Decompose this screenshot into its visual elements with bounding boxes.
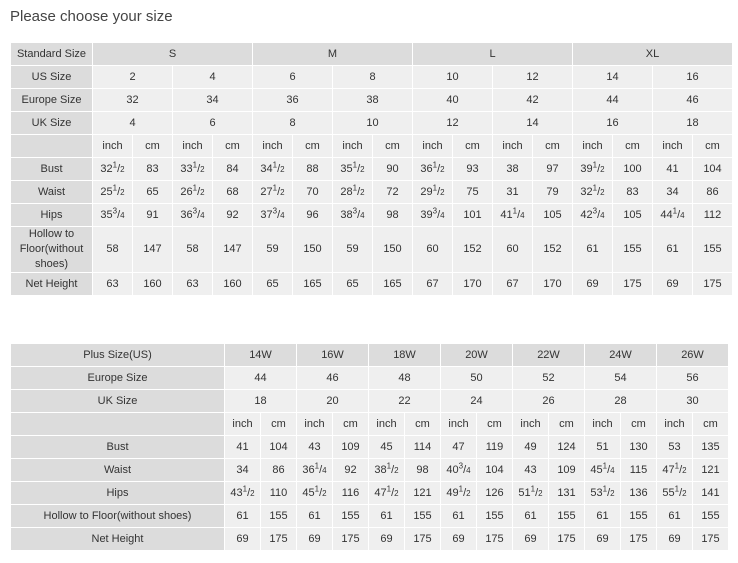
size-group-14w: 14W — [225, 344, 297, 367]
table-cell: $47^1/2$ — [657, 459, 693, 482]
table-cell: 63 — [173, 273, 213, 296]
table-cell: 43 — [297, 436, 333, 459]
table-row — [11, 89, 733, 112]
row-label: Waist — [11, 459, 225, 482]
unit-cell: inch — [369, 413, 405, 436]
table-cell: 30 — [657, 390, 729, 413]
unit-cell: inch — [585, 413, 621, 436]
row-label — [11, 413, 225, 436]
table-cell: 147 — [213, 227, 253, 273]
unit-cell: cm — [693, 135, 733, 158]
table-cell: 175 — [621, 528, 657, 551]
row-label: Bust — [11, 436, 225, 459]
table-cell: 67 — [493, 273, 533, 296]
table-cell: 52 — [513, 367, 585, 390]
unit-cell: cm — [261, 413, 297, 436]
table-cell: 115 — [621, 459, 657, 482]
table-row — [11, 158, 733, 181]
table-cell: 8 — [253, 112, 333, 135]
table-cell: 101 — [453, 204, 493, 227]
size-group-22w: 22W — [513, 344, 585, 367]
unit-cell: inch — [657, 413, 693, 436]
table-row — [11, 227, 733, 273]
table-cell: 20 — [297, 390, 369, 413]
table-cell: 51 — [585, 436, 621, 459]
table-cell: $38^3/4$ — [333, 204, 373, 227]
table-cell: 155 — [621, 505, 657, 528]
table-cell: 65 — [253, 273, 293, 296]
table-cell: 58 — [173, 227, 213, 273]
table-cell: 155 — [333, 505, 369, 528]
unit-cell: cm — [477, 413, 513, 436]
table-row — [11, 273, 733, 296]
table-cell: 121 — [693, 459, 729, 482]
table-cell: 18 — [225, 390, 297, 413]
table-cell: $45^1/2$ — [297, 482, 333, 505]
table-cell: 4 — [173, 66, 253, 89]
table-cell: 44 — [225, 367, 297, 390]
unit-row — [11, 413, 729, 436]
table-cell: 155 — [261, 505, 297, 528]
table-cell: 109 — [333, 436, 369, 459]
table-cell: 4 — [93, 112, 173, 135]
unit-cell: inch — [173, 135, 213, 158]
unit-cell: cm — [133, 135, 173, 158]
table-cell: 14 — [573, 66, 653, 89]
table-cell: $32^1/2$ — [573, 181, 613, 204]
table-cell: 61 — [369, 505, 405, 528]
table-row — [11, 459, 729, 482]
table-cell: 69 — [297, 528, 333, 551]
table-cell: 124 — [549, 436, 585, 459]
size-group-m: M — [253, 43, 413, 66]
table-row — [11, 66, 733, 89]
row-label: UK Size — [11, 390, 225, 413]
table-cell: 88 — [293, 158, 333, 181]
table-header-row — [11, 43, 733, 66]
table-cell: $49^1/2$ — [441, 482, 477, 505]
size-group-24w: 24W — [585, 344, 657, 367]
table-cell: $51^1/2$ — [513, 482, 549, 505]
table-cell: 42 — [493, 89, 573, 112]
table-cell: 100 — [613, 158, 653, 181]
table-cell: 69 — [369, 528, 405, 551]
row-label: Hips — [11, 482, 225, 505]
table-cell: $41^1/4$ — [493, 204, 533, 227]
table-cell: $42^3/4$ — [573, 204, 613, 227]
table-cell: 69 — [585, 528, 621, 551]
table-cell: 75 — [453, 181, 493, 204]
unit-cell: cm — [613, 135, 653, 158]
table-cell: 70 — [293, 181, 333, 204]
unit-cell: cm — [405, 413, 441, 436]
unit-cell: cm — [533, 135, 573, 158]
size-group-20w: 20W — [441, 344, 513, 367]
unit-cell: inch — [493, 135, 533, 158]
table-cell: 69 — [441, 528, 477, 551]
table-cell: 170 — [453, 273, 493, 296]
size-group-s: S — [93, 43, 253, 66]
table-cell: 175 — [549, 528, 585, 551]
table-cell: 104 — [693, 158, 733, 181]
table-cell: 56 — [657, 367, 729, 390]
table-cell: 24 — [441, 390, 513, 413]
unit-cell: inch — [93, 135, 133, 158]
table-cell: 59 — [333, 227, 373, 273]
table-cell: $53^1/2$ — [585, 482, 621, 505]
table-cell: 152 — [533, 227, 573, 273]
table-row — [11, 367, 729, 390]
table-cell: 58 — [93, 227, 133, 273]
size-group-26w: 26W — [657, 344, 729, 367]
table-cell: 109 — [549, 459, 585, 482]
size-group-18w: 18W — [369, 344, 441, 367]
table-cell: 119 — [477, 436, 513, 459]
table-cell: 60 — [413, 227, 453, 273]
table-cell: 16 — [653, 66, 733, 89]
table-cell: 34 — [173, 89, 253, 112]
table-cell: 175 — [477, 528, 513, 551]
plus-size-label: Plus Size(US) — [11, 344, 225, 367]
table-cell: 6 — [173, 112, 253, 135]
table-cell: 34 — [225, 459, 261, 482]
table-cell: 61 — [657, 505, 693, 528]
table-cell: 61 — [585, 505, 621, 528]
table-cell: 18 — [653, 112, 733, 135]
table-cell: 72 — [373, 181, 413, 204]
table-cell: $36^1/2$ — [413, 158, 453, 181]
table-cell: 16 — [573, 112, 653, 135]
table-cell: 59 — [253, 227, 293, 273]
table-cell: 22 — [369, 390, 441, 413]
table-cell: $28^1/2$ — [333, 181, 373, 204]
table-cell: 45 — [369, 436, 405, 459]
table-cell: 12 — [493, 66, 573, 89]
row-label — [11, 135, 93, 158]
table-cell: 65 — [333, 273, 373, 296]
table-cell: $33^1/2$ — [173, 158, 213, 181]
table-cell: 47 — [441, 436, 477, 459]
table-row — [11, 528, 729, 551]
unit-cell: inch — [653, 135, 693, 158]
table-header-row — [11, 344, 729, 367]
table-cell: 38 — [493, 158, 533, 181]
table-row — [11, 112, 733, 135]
table-cell: 60 — [493, 227, 533, 273]
table-cell: $36^1/4$ — [297, 459, 333, 482]
table-cell: 105 — [533, 204, 573, 227]
table-cell: 48 — [369, 367, 441, 390]
table-cell: $29^1/2$ — [413, 181, 453, 204]
table-cell: 50 — [441, 367, 513, 390]
table-cell: 98 — [373, 204, 413, 227]
standard-size-table-container — [10, 42, 733, 296]
table-cell: 110 — [261, 482, 297, 505]
unit-cell: inch — [253, 135, 293, 158]
table-cell: 155 — [693, 505, 729, 528]
table-cell: $55^1/2$ — [657, 482, 693, 505]
table-cell: 10 — [333, 112, 413, 135]
table-cell: 31 — [493, 181, 533, 204]
table-cell: 96 — [293, 204, 333, 227]
unit-cell: cm — [373, 135, 413, 158]
table-cell: 121 — [405, 482, 441, 505]
table-cell: 32 — [93, 89, 173, 112]
table-cell: 69 — [657, 528, 693, 551]
table-cell: 46 — [297, 367, 369, 390]
table-cell: 104 — [477, 459, 513, 482]
table-cell: 175 — [693, 528, 729, 551]
table-cell: 160 — [133, 273, 173, 296]
table-cell: 61 — [297, 505, 333, 528]
table-cell: 150 — [293, 227, 333, 273]
unit-cell: inch — [513, 413, 549, 436]
unit-cell: cm — [621, 413, 657, 436]
table-cell: 53 — [657, 436, 693, 459]
table-cell: 175 — [333, 528, 369, 551]
table-cell: 130 — [621, 436, 657, 459]
table-cell: 165 — [293, 273, 333, 296]
table-cell: 41 — [225, 436, 261, 459]
table-cell: 28 — [585, 390, 657, 413]
table-cell: 175 — [613, 273, 653, 296]
size-group-l: L — [413, 43, 573, 66]
table-cell: 155 — [405, 505, 441, 528]
unit-cell: cm — [293, 135, 333, 158]
table-cell: 112 — [693, 204, 733, 227]
unit-cell: inch — [441, 413, 477, 436]
row-label: US Size — [11, 66, 93, 89]
table-cell: 104 — [261, 436, 297, 459]
table-cell: 116 — [333, 482, 369, 505]
row-label: UK Size — [11, 112, 93, 135]
table-cell: 83 — [133, 158, 173, 181]
table-cell: 61 — [573, 227, 613, 273]
table-cell: 135 — [693, 436, 729, 459]
table-cell: 86 — [261, 459, 297, 482]
row-label: Net Height — [11, 528, 225, 551]
table-cell: 92 — [333, 459, 369, 482]
table-cell: 41 — [653, 158, 693, 181]
table-cell: 98 — [405, 459, 441, 482]
table-row — [11, 181, 733, 204]
row-label: Europe Size — [11, 89, 93, 112]
table-cell: 175 — [261, 528, 297, 551]
plus-size-table — [10, 343, 729, 551]
table-cell: $40^3/4$ — [441, 459, 477, 482]
table-cell: 43 — [513, 459, 549, 482]
table-cell: 90 — [373, 158, 413, 181]
row-label: Hollow to Floor(without shoes) — [11, 505, 225, 528]
row-label: Net Height — [11, 273, 93, 296]
table-cell: 92 — [213, 204, 253, 227]
table-cell: $25^1/2$ — [93, 181, 133, 204]
table-cell: $34^1/2$ — [253, 158, 293, 181]
table-cell: 68 — [213, 181, 253, 204]
standard-size-label: Standard Size — [11, 43, 93, 66]
table-cell: 170 — [533, 273, 573, 296]
table-cell: 91 — [133, 204, 173, 227]
size-group-16w: 16W — [297, 344, 369, 367]
unit-cell: cm — [549, 413, 585, 436]
table-cell: 38 — [333, 89, 413, 112]
row-label: Waist — [11, 181, 93, 204]
table-cell: 63 — [93, 273, 133, 296]
page-title: Please choose your size — [10, 8, 173, 25]
table-cell: 79 — [533, 181, 573, 204]
table-cell: 155 — [693, 227, 733, 273]
table-cell: $26^1/2$ — [173, 181, 213, 204]
table-cell: 6 — [253, 66, 333, 89]
table-cell: 136 — [621, 482, 657, 505]
unit-cell: inch — [297, 413, 333, 436]
unit-cell: inch — [573, 135, 613, 158]
size-group-xl: XL — [573, 43, 733, 66]
table-cell: 141 — [693, 482, 729, 505]
row-label: Hollow to Floor(without shoes) — [11, 227, 93, 273]
table-cell: 10 — [413, 66, 493, 89]
unit-cell: inch — [333, 135, 373, 158]
table-cell: 147 — [133, 227, 173, 273]
table-cell: 175 — [405, 528, 441, 551]
table-cell: 84 — [213, 158, 253, 181]
table-cell: 126 — [477, 482, 513, 505]
table-cell: 61 — [653, 227, 693, 273]
table-cell: $35^1/2$ — [333, 158, 373, 181]
table-cell: 49 — [513, 436, 549, 459]
table-cell: 14 — [493, 112, 573, 135]
table-cell: $39^3/4$ — [413, 204, 453, 227]
table-row — [11, 204, 733, 227]
table-row — [11, 482, 729, 505]
row-label: Bust — [11, 158, 93, 181]
table-cell: 97 — [533, 158, 573, 181]
table-cell: 105 — [613, 204, 653, 227]
unit-cell: inch — [413, 135, 453, 158]
table-cell: 155 — [477, 505, 513, 528]
table-cell: $44^1/4$ — [653, 204, 693, 227]
table-cell: 160 — [213, 273, 253, 296]
table-cell: 61 — [513, 505, 549, 528]
table-cell: 61 — [441, 505, 477, 528]
table-cell: $45^1/4$ — [585, 459, 621, 482]
table-cell: $27^1/2$ — [253, 181, 293, 204]
table-cell: $36^3/4$ — [173, 204, 213, 227]
table-cell: 65 — [133, 181, 173, 204]
table-cell: 44 — [573, 89, 653, 112]
table-cell: 83 — [613, 181, 653, 204]
table-row — [11, 390, 729, 413]
table-cell: $35^3/4$ — [93, 204, 133, 227]
unit-cell: cm — [693, 413, 729, 436]
standard-size-table — [10, 42, 733, 296]
unit-cell: cm — [333, 413, 369, 436]
table-row — [11, 436, 729, 459]
table-cell: 155 — [613, 227, 653, 273]
table-cell: 114 — [405, 436, 441, 459]
unit-row — [11, 135, 733, 158]
table-cell: 54 — [585, 367, 657, 390]
table-cell: 61 — [225, 505, 261, 528]
table-cell: 165 — [373, 273, 413, 296]
table-cell: 175 — [693, 273, 733, 296]
table-cell: 69 — [573, 273, 613, 296]
unit-cell: inch — [225, 413, 261, 436]
table-cell: 155 — [549, 505, 585, 528]
table-cell: $32^1/2$ — [93, 158, 133, 181]
table-cell: 86 — [693, 181, 733, 204]
table-cell: 2 — [93, 66, 173, 89]
row-label: Hips — [11, 204, 93, 227]
table-cell: 69 — [513, 528, 549, 551]
row-label: Europe Size — [11, 367, 225, 390]
table-cell: 12 — [413, 112, 493, 135]
unit-cell: cm — [213, 135, 253, 158]
table-cell: 46 — [653, 89, 733, 112]
table-cell: $47^1/2$ — [369, 482, 405, 505]
table-cell: 67 — [413, 273, 453, 296]
table-cell: 69 — [653, 273, 693, 296]
table-cell: $38^1/2$ — [369, 459, 405, 482]
table-cell: 36 — [253, 89, 333, 112]
table-cell: $39^1/2$ — [573, 158, 613, 181]
table-cell: 34 — [653, 181, 693, 204]
table-cell: 40 — [413, 89, 493, 112]
table-cell: 8 — [333, 66, 413, 89]
unit-cell: cm — [453, 135, 493, 158]
plus-size-table-container — [10, 343, 729, 551]
table-cell: $37^3/4$ — [253, 204, 293, 227]
table-cell: 26 — [513, 390, 585, 413]
table-cell: $43^1/2$ — [225, 482, 261, 505]
table-cell: 93 — [453, 158, 493, 181]
table-cell: 69 — [225, 528, 261, 551]
table-cell: 131 — [549, 482, 585, 505]
table-cell: 150 — [373, 227, 413, 273]
table-row — [11, 505, 729, 528]
table-cell: 152 — [453, 227, 493, 273]
